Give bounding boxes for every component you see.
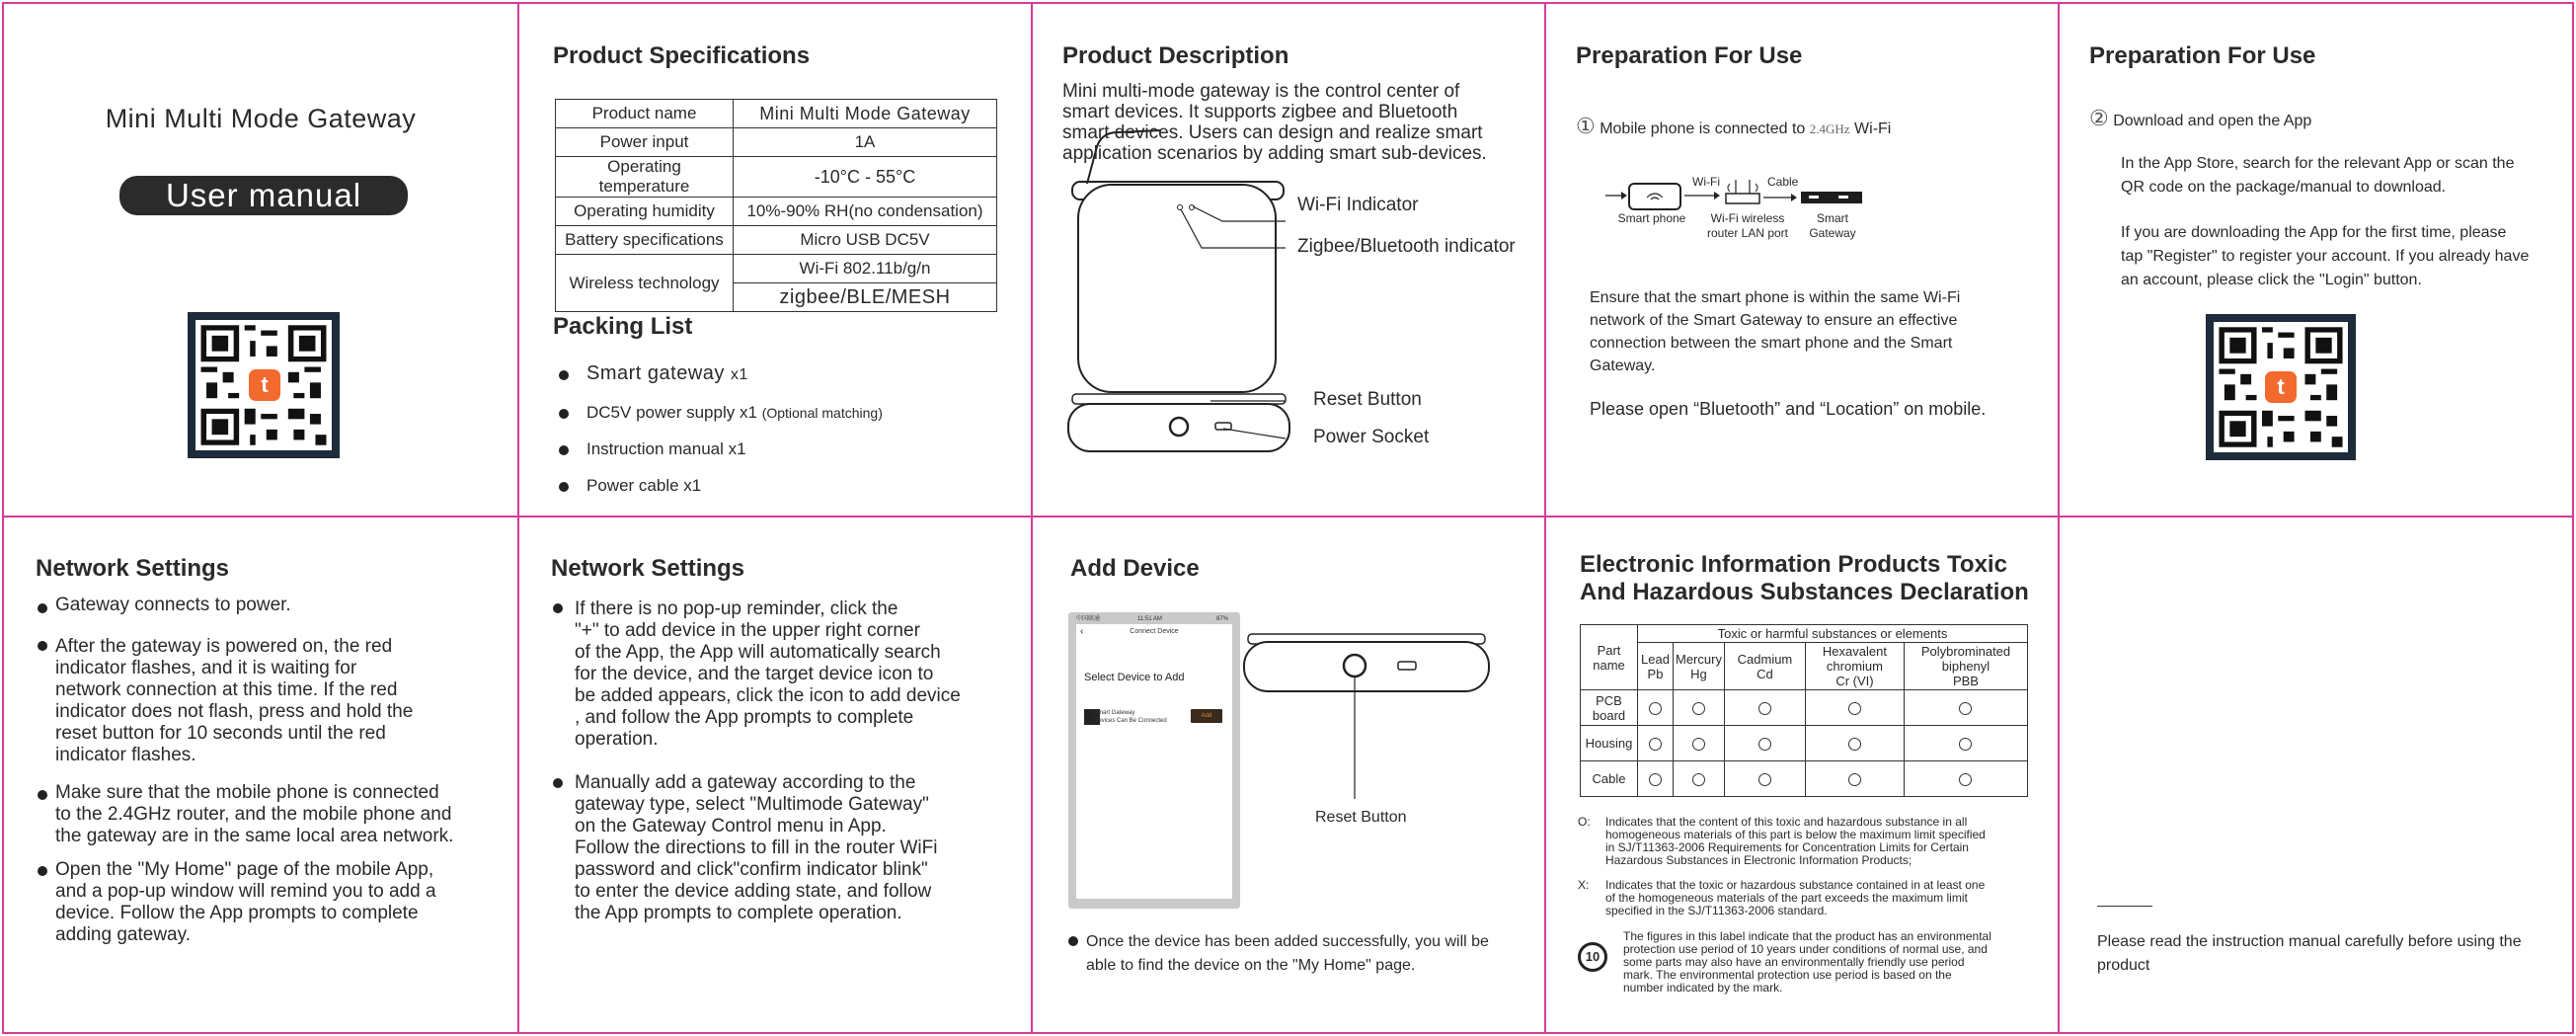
- step-line: to enter the device adding state, and follow: [575, 881, 932, 902]
- note-line: Please read the instruction manual carefully before using the: [2097, 933, 2522, 950]
- bullet-icon: [553, 778, 563, 788]
- wifi-step: [1576, 115, 1891, 141]
- paragraph-line: network of the Smart Gateway to ensure an effective: [1590, 312, 1958, 329]
- packing-item-qty: x1: [730, 366, 748, 383]
- packing-item: [586, 401, 883, 425]
- environmental-period-icon: 10: [1578, 942, 1607, 972]
- closing-panel: [2058, 516, 2574, 1034]
- device-name: Smart Gateway: [1094, 710, 1135, 716]
- network-settings-panel: [2, 516, 519, 1034]
- battery: 87%: [1215, 616, 1228, 622]
- power-socket-icon: [1215, 423, 1231, 430]
- gateway-port: [1809, 196, 1819, 199]
- table-cell: [1724, 726, 1805, 761]
- packing-item-name: Power cable: [586, 476, 679, 495]
- carrier: 中国联通: [1076, 616, 1101, 622]
- compliant-mark-icon: [1848, 773, 1861, 786]
- description-line: smart devices. It supports zigbee and Bluetooth: [1062, 102, 1458, 122]
- add-device-heading: Add Device: [1070, 555, 1200, 582]
- step-line: network connection at this time. If the red: [55, 679, 398, 700]
- step-number: ②: [2089, 106, 2109, 130]
- note-line: number indicated by the mark.: [1623, 981, 1783, 995]
- table-cell: [1724, 690, 1805, 726]
- network-step: [575, 598, 961, 751]
- note-line: Hazardous Substances in Electronic Information Products;: [1605, 853, 1912, 867]
- part-name: Housing: [1581, 726, 1638, 761]
- note-x-key: X:: [1578, 878, 1590, 892]
- cable-label: Cable: [1767, 175, 1799, 189]
- part-header: [1581, 625, 1638, 690]
- table-cell: [1904, 761, 2027, 797]
- header-line: Mercury: [1676, 651, 1722, 667]
- spec-value: Micro USB DC5V: [734, 226, 997, 255]
- compliant-mark-icon: [1848, 702, 1861, 715]
- step-line: Open the "My Home" page of the mobile App,: [55, 859, 434, 880]
- column-header: [1724, 643, 1805, 690]
- spec-value: -10°C - 55°C: [734, 157, 997, 198]
- paragraph-line: If you are downloading the App for the first time, please: [2121, 224, 2507, 241]
- table-row: [1581, 726, 2028, 761]
- step-line: "+" to add device in the upper right corner: [575, 620, 920, 641]
- specifications-table: [555, 99, 997, 312]
- description-line: application scenarios by adding smart sub-devices.: [1062, 143, 1487, 164]
- group-header: Toxic or harmful substances or elements: [1638, 625, 2028, 643]
- hazardous-substances-table: [1580, 624, 2028, 797]
- note-line: Indicates that the content of this toxic and hazardous substance in all: [1605, 815, 1968, 829]
- hazardous-substances-heading: [1580, 551, 2029, 606]
- step-line: the App prompts to complete operation.: [575, 903, 902, 923]
- note-x: [1605, 879, 2036, 917]
- step-line: operation.: [575, 729, 659, 750]
- table-row: [556, 226, 997, 255]
- step-line: Manually add a gateway according to the: [575, 772, 916, 793]
- bullet-icon: [38, 603, 47, 613]
- step-line: Gateway connects to power.: [55, 595, 291, 615]
- note-line: mark. The environmental protection use period is based on the: [1623, 968, 1952, 982]
- screen-title: Connect Device: [1130, 628, 1179, 635]
- reset-button-icon: [1344, 655, 1366, 677]
- table-cell: [1724, 761, 1805, 797]
- paragraph-line: Gateway.: [1590, 358, 1656, 374]
- hazardous-substances-panel: [1544, 516, 2060, 1034]
- packing-item-name: DC5V power supply: [586, 403, 736, 422]
- compliant-mark-icon: [1758, 702, 1771, 715]
- preparation-heading: Preparation For Use: [2089, 42, 2316, 69]
- network-settings-heading: Network Settings: [551, 555, 745, 582]
- device-rim: [1072, 394, 1286, 404]
- environmental-period-note: [1623, 930, 2038, 995]
- spec-label: Operating temperature: [556, 157, 734, 198]
- specifications-panel: [517, 2, 1033, 518]
- paragraph-line: Ensure that the smart phone is within the same Wi-Fi: [1590, 289, 1961, 306]
- table-cell: [1805, 726, 1904, 761]
- back-icon[interactable]: ‹: [1080, 626, 1084, 637]
- header-line: biphenyl: [1941, 659, 1991, 674]
- network-step: [575, 772, 937, 924]
- column-header: [1805, 643, 1904, 690]
- step-text: Download and open the App: [2113, 113, 2312, 129]
- step-band: 2.4GHz: [1809, 121, 1850, 136]
- app-store-paragraph: [2121, 152, 2514, 199]
- table-row: [556, 198, 997, 226]
- header-line: chromium: [1826, 659, 1883, 674]
- gateway-illustration: [1033, 4, 1546, 518]
- step-line: to the 2.4GHz router, and the mobile phone and: [55, 804, 452, 825]
- step-line: indicator does not flash, press and hold the: [55, 701, 414, 722]
- step-line: on the Gateway Control menu in App.: [575, 816, 887, 837]
- compliant-mark-icon: [1758, 738, 1771, 751]
- table-row: [1581, 690, 2028, 726]
- packing-item-note: (Optional matching): [761, 405, 883, 421]
- compliant-mark-icon: [1649, 702, 1662, 715]
- power-socket-label: Power Socket: [1313, 427, 1430, 447]
- step-line: for the device, and the target device icon to: [575, 664, 934, 684]
- header-line: Pb: [1647, 666, 1664, 681]
- wifi-label: Wi-Fi: [1692, 175, 1720, 189]
- bullet-icon: [38, 790, 47, 800]
- step-line: Make sure that the mobile phone is connected: [55, 782, 439, 803]
- table-cell: [1674, 690, 1725, 726]
- step-line: reset button for 10 seconds until the red: [55, 723, 386, 744]
- bullet-icon: [559, 445, 569, 455]
- part-name-line: PCB: [1596, 692, 1622, 708]
- zigbee-indicator-label: Zigbee/Bluetooth indicator: [1297, 236, 1516, 257]
- arrow-head-icon: [1621, 192, 1627, 199]
- compliant-mark-icon: [1692, 738, 1705, 751]
- spec-label: Product name: [556, 100, 734, 128]
- read-manual-note: [2097, 930, 2522, 978]
- spec-value: 1A: [734, 128, 997, 157]
- note-line: protection use period of 10 years under conditions of normal use, and: [1623, 942, 1988, 956]
- cover-panel: [2, 2, 519, 518]
- description-line: Mini multi-mode gateway is the control center of: [1062, 81, 1460, 102]
- paragraph-line: QR code on the package/manual to download.: [2121, 179, 2447, 196]
- smartphone-label: Smart phone: [1617, 211, 1686, 225]
- description-line: smart devices. Users can design and realize smart: [1062, 122, 1483, 143]
- header-line: Polybrominated: [1920, 644, 2011, 659]
- compliant-mark-icon: [1649, 738, 1662, 751]
- cover-title: Mini Multi Mode Gateway: [105, 104, 417, 133]
- select-device-label: Select Device to Add: [1084, 672, 1185, 683]
- step-line: indicator flashes, and it is waiting for: [55, 658, 357, 678]
- table-cell: [1904, 690, 2027, 726]
- packing-item: [586, 474, 701, 498]
- smartphone-icon: [1629, 184, 1680, 209]
- packing-item-name: Smart gateway: [586, 362, 725, 384]
- spec-label: Operating humidity: [556, 198, 734, 226]
- qr-code: [2206, 314, 2356, 460]
- column-header: [1674, 643, 1725, 690]
- note-o: [1605, 816, 2036, 867]
- note-line: specified in the SJ/T11363-2006 standard.: [1605, 904, 1828, 917]
- gateway-port: [1838, 196, 1848, 199]
- header-line: Hg: [1690, 666, 1707, 681]
- step-line: Follow the directions to fill in the router WiFi: [575, 837, 938, 858]
- note-line: of the homogeneous materials of the part exceeds the maximum limit: [1605, 891, 1968, 905]
- step-line: and a pop-up window will remind you to add a: [55, 881, 436, 902]
- preparation-heading: Preparation For Use: [1576, 42, 1803, 69]
- part-name-line: board: [1592, 707, 1626, 723]
- network-settings-heading: Network Settings: [36, 555, 230, 582]
- table-row: [1581, 625, 2028, 643]
- app-step: [2089, 107, 2311, 133]
- added-note: [1086, 930, 1489, 978]
- wifi-indicator-label: Wi-Fi Indicator: [1297, 195, 1419, 215]
- compliant-mark-icon: [1959, 738, 1972, 751]
- product-description-heading: Product Description: [1062, 42, 1289, 69]
- spec-value: zigbee/BLE/MESH: [734, 283, 997, 312]
- step-line: password and click"confirm indicator blink": [575, 859, 928, 880]
- table-row: [1581, 643, 2028, 690]
- device-body: [1078, 185, 1276, 392]
- reset-button-icon: [1170, 418, 1188, 436]
- step-line: indicator flashes.: [55, 745, 196, 765]
- part-name: Cable: [1581, 761, 1638, 797]
- table-row: [556, 100, 997, 128]
- add-device-panel: [1031, 516, 1546, 1034]
- header-line: name: [1593, 657, 1625, 673]
- network-step: [55, 782, 453, 847]
- qr-code: [188, 312, 340, 458]
- header-line: Cd: [1756, 666, 1773, 681]
- bullet-icon: [1068, 936, 1078, 946]
- packing-item-qty: x1: [728, 439, 746, 458]
- app-logo-icon: t: [2265, 371, 2297, 403]
- compliant-mark-icon: [1959, 773, 1972, 786]
- step-suffix: Wi-Fi: [1854, 120, 1892, 137]
- user-manual-badge: [119, 176, 408, 215]
- packing-item-name: Instruction manual: [586, 439, 724, 458]
- network-settings-continued-panel: [517, 516, 1033, 1034]
- step-line: of the App, the App will automatically search: [575, 642, 941, 663]
- paragraph-line: tap "Register" to register your account. If you already have: [2121, 248, 2530, 265]
- register-paragraph: [2121, 221, 2529, 292]
- step-line: If there is no pop-up reminder, click the: [575, 598, 898, 619]
- router-label-line: router LAN port: [1706, 226, 1789, 240]
- router-label: [1688, 211, 1807, 241]
- router-label-line: Wi-Fi wireless: [1710, 211, 1785, 225]
- table-cell: [1638, 726, 1674, 761]
- gateway-label-line: Gateway: [1809, 226, 1856, 240]
- user-manual-badge-text: User manual: [165, 177, 362, 213]
- step-line: , and follow the App prompts to complete: [575, 707, 914, 728]
- gateway-label: [1793, 211, 1872, 241]
- product-description-panel: [1031, 2, 1546, 518]
- heading-line: And Hazardous Substances Declaration: [1580, 579, 2029, 605]
- clock: 11:51 AM: [1137, 616, 1162, 622]
- compliant-mark-icon: [1959, 702, 1972, 715]
- table-row: [1581, 761, 2028, 797]
- preparation-app-panel: [2058, 2, 2574, 518]
- app-logo-icon: t: [249, 369, 280, 401]
- router-signal-icon: [1728, 184, 1757, 192]
- step-number: ①: [1576, 114, 1596, 138]
- spec-label: Battery specifications: [556, 226, 734, 255]
- step-line: adding gateway.: [55, 924, 191, 945]
- add-device-button[interactable]: Add: [1191, 709, 1222, 723]
- step-line: the gateway are in the same local area network.: [55, 826, 454, 846]
- table-cell: [1638, 761, 1674, 797]
- bullet-icon: [559, 482, 569, 492]
- note-line: homogeneous materials of this part is below the maximum limit specified: [1605, 828, 1986, 841]
- paragraph-line: In the App Store, search for the relevant App or scan the: [2121, 155, 2515, 172]
- compliant-mark-icon: [1692, 702, 1705, 715]
- bullet-icon: [38, 641, 47, 651]
- table-row: [556, 255, 997, 283]
- paragraph-line: connection between the smart phone and the Smart: [1590, 335, 1953, 352]
- table-row: [556, 157, 997, 198]
- packing-item: [586, 361, 748, 387]
- packing-list-heading: Packing List: [553, 313, 693, 340]
- divider: [2097, 906, 2152, 907]
- compliant-mark-icon: [1848, 738, 1861, 751]
- step-text: Mobile phone is connected to: [1600, 120, 1806, 137]
- paragraph-line: an account, please click the "Login" button.: [2121, 272, 2422, 288]
- spec-label: Power input: [556, 128, 734, 157]
- note-line: able to find the device on the "My Home" page.: [1086, 957, 1416, 974]
- table-cell: [1904, 726, 2027, 761]
- router-icon: [1726, 194, 1759, 203]
- spec-value: 10%-90% RH(no condensation): [734, 198, 997, 226]
- wifi-paragraph: [1590, 286, 2024, 377]
- table-cell: [1805, 690, 1904, 726]
- power-socket-icon: [1398, 662, 1416, 670]
- bullet-icon: [38, 866, 47, 876]
- network-step: [55, 859, 436, 946]
- note-line: The figures in this label indicate that the product has an environmental: [1623, 929, 1991, 943]
- reset-button-label: Reset Button: [1313, 389, 1422, 410]
- table-cell: [1674, 761, 1725, 797]
- packing-item-qty: x1: [739, 403, 757, 422]
- header-line: Part: [1597, 642, 1621, 658]
- note-line: product: [2097, 957, 2150, 974]
- step-line: device. Follow the App prompts to complete: [55, 903, 419, 923]
- preparation-wifi-panel: [1544, 2, 2060, 518]
- spec-value: Mini Multi Mode Gateway: [734, 100, 997, 128]
- gateway-label-line: Smart: [1816, 211, 1848, 225]
- arrow-head-icon: [1791, 194, 1797, 201]
- table-cell: [1638, 690, 1674, 726]
- note-line: in SJ/T11363-2006 Requirements for Concentration Limits for Certain: [1605, 840, 1969, 854]
- device-body-left: [1087, 130, 1161, 184]
- header-line: Cadmium: [1737, 651, 1793, 667]
- packing-item-qty: x1: [683, 476, 702, 495]
- device-subtitle: Devices Can Be Connected: [1094, 718, 1167, 724]
- spec-label: Wireless technology: [556, 255, 734, 312]
- header-line: Hexavalent: [1822, 644, 1887, 659]
- packing-item: [586, 438, 746, 461]
- note-o-key: O:: [1578, 815, 1591, 829]
- header-line: Lead: [1641, 651, 1670, 667]
- table-cell: [1674, 726, 1725, 761]
- compliant-mark-icon: [1649, 773, 1662, 786]
- note-line: Once the device has been added successfully, you will be: [1086, 933, 1489, 950]
- column-header: [1904, 643, 2027, 690]
- network-step: [55, 636, 413, 766]
- reset-button-label: Reset Button: [1315, 809, 1407, 826]
- column-header: [1638, 643, 1674, 690]
- specifications-heading: Product Specifications: [553, 42, 811, 69]
- bullet-icon: [553, 603, 563, 613]
- heading-line: Electronic Information Products Toxic: [1580, 551, 2007, 578]
- table-row: [556, 128, 997, 157]
- table-cell: [1805, 761, 1904, 797]
- header-line: Cr (VI): [1835, 674, 1874, 688]
- note-line: some parts may also have an environmentally friendly use period: [1623, 955, 1965, 969]
- compliant-mark-icon: [1692, 773, 1705, 786]
- step-line: be added appears, click the icon to add device: [575, 685, 961, 706]
- compliant-mark-icon: [1758, 773, 1771, 786]
- network-step: [55, 595, 291, 616]
- bullet-icon: [559, 370, 569, 380]
- bluetooth-location-note: Please open “Bluetooth” and “Location” on mobile.: [1590, 399, 1987, 419]
- note-line: Indicates that the toxic or hazardous substance contained in at least one: [1605, 878, 1986, 892]
- step-line: After the gateway is powered on, the red: [55, 636, 393, 657]
- bullet-icon: [559, 409, 569, 419]
- part-name: [1581, 690, 1638, 726]
- spec-value: Wi-Fi 802.11b/g/n: [734, 255, 997, 283]
- step-line: gateway type, select "Multimode Gateway": [575, 794, 929, 815]
- header-line: PBB: [1952, 674, 1979, 688]
